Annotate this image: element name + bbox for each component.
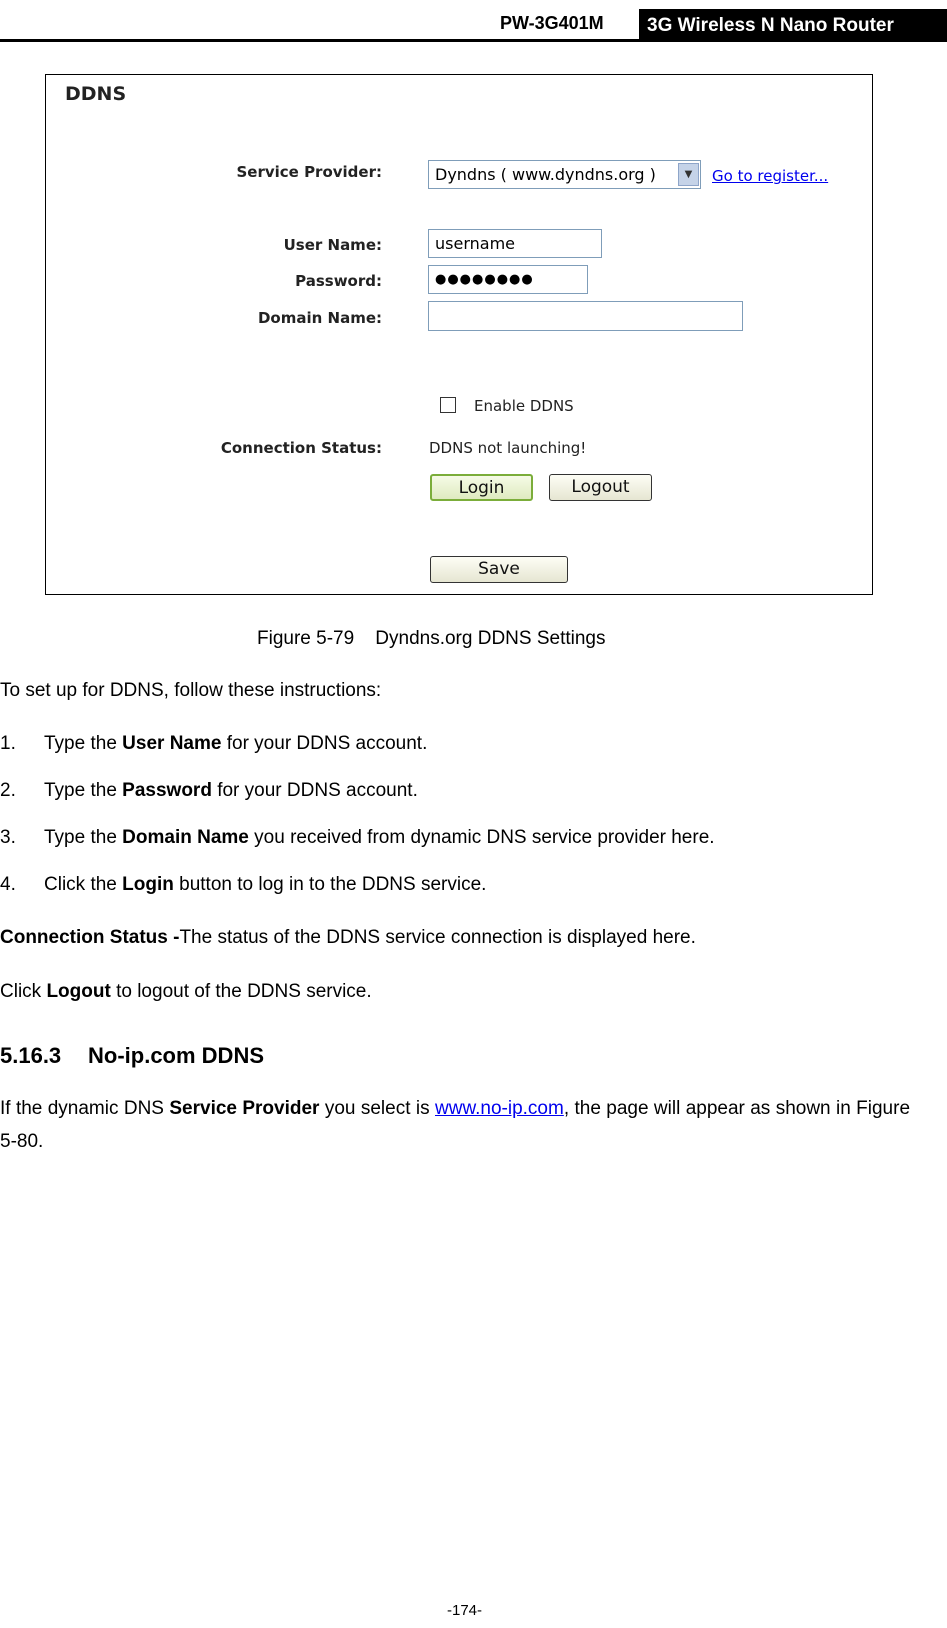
step-number: 4. bbox=[0, 874, 16, 895]
step-text: Type the Domain Name you received from dynamic DNS service provider here. bbox=[44, 827, 715, 848]
header-rule bbox=[0, 39, 947, 42]
figure-caption: Figure 5-79 Dyndns.org DDNS Settings bbox=[257, 628, 606, 649]
user-name-input[interactable]: username bbox=[428, 229, 602, 258]
connection-status-value: DDNS not launching! bbox=[429, 439, 587, 457]
section-number: 5.16.3 bbox=[0, 1043, 62, 1068]
header-title: 3G Wireless N Nano Router bbox=[639, 9, 947, 41]
section-title: No-ip.com DDNS bbox=[88, 1043, 264, 1068]
service-provider-value: Dyndns ( www.dyndns.org ) bbox=[435, 165, 656, 184]
no-ip-link[interactable]: www.no-ip.com bbox=[435, 1098, 564, 1119]
connection-status-paragraph: Connection Status -The status of the DDNS service connection is displayed here. bbox=[0, 927, 696, 948]
header-model: PW-3G401M bbox=[500, 13, 604, 33]
panel-title: DDNS bbox=[65, 83, 127, 105]
step-number: 2. bbox=[0, 780, 16, 801]
save-button[interactable]: Save bbox=[430, 556, 568, 583]
domain-name-label: Domain Name: bbox=[257, 309, 382, 327]
enable-ddns-checkbox[interactable] bbox=[440, 397, 456, 413]
service-provider-select[interactable] bbox=[428, 160, 701, 189]
page-number: -174- bbox=[447, 1602, 483, 1619]
section-heading bbox=[0, 1043, 264, 1069]
step-number: 3. bbox=[0, 827, 16, 848]
connection-status-label: Connection Status: bbox=[220, 439, 382, 457]
section-paragraph: If the dynamic DNS Service Provider you select is www.no-ip.com, the page will appear as shown in Figure 5-80. bbox=[0, 1098, 911, 1152]
step-number: 1. bbox=[0, 733, 16, 754]
login-button[interactable]: Login bbox=[430, 474, 533, 501]
step-text: Type the Password for your DDNS account. bbox=[44, 780, 418, 801]
ddns-settings-screenshot bbox=[45, 74, 873, 595]
step-text: Type the User Name for your DDNS account. bbox=[44, 733, 428, 754]
service-provider-label: Service Provider: bbox=[236, 163, 382, 181]
logout-button[interactable]: Logout bbox=[549, 474, 652, 501]
enable-ddns-label: Enable DDNS bbox=[474, 397, 574, 415]
chevron-down-icon[interactable]: ▼ bbox=[678, 163, 699, 186]
step-text: Click the Login button to log in to the DDNS service. bbox=[44, 874, 487, 895]
intro-text: To set up for DDNS, follow these instructions: bbox=[0, 680, 382, 701]
password-label: Password: bbox=[295, 272, 382, 290]
register-link[interactable]: Go to register... bbox=[712, 167, 829, 185]
user-name-label: User Name: bbox=[283, 236, 382, 254]
domain-name-input[interactable] bbox=[428, 301, 743, 331]
logout-paragraph: Click Logout to logout of the DDNS service. bbox=[0, 981, 372, 1002]
password-input[interactable]: ●●●●●●●● bbox=[428, 265, 588, 294]
